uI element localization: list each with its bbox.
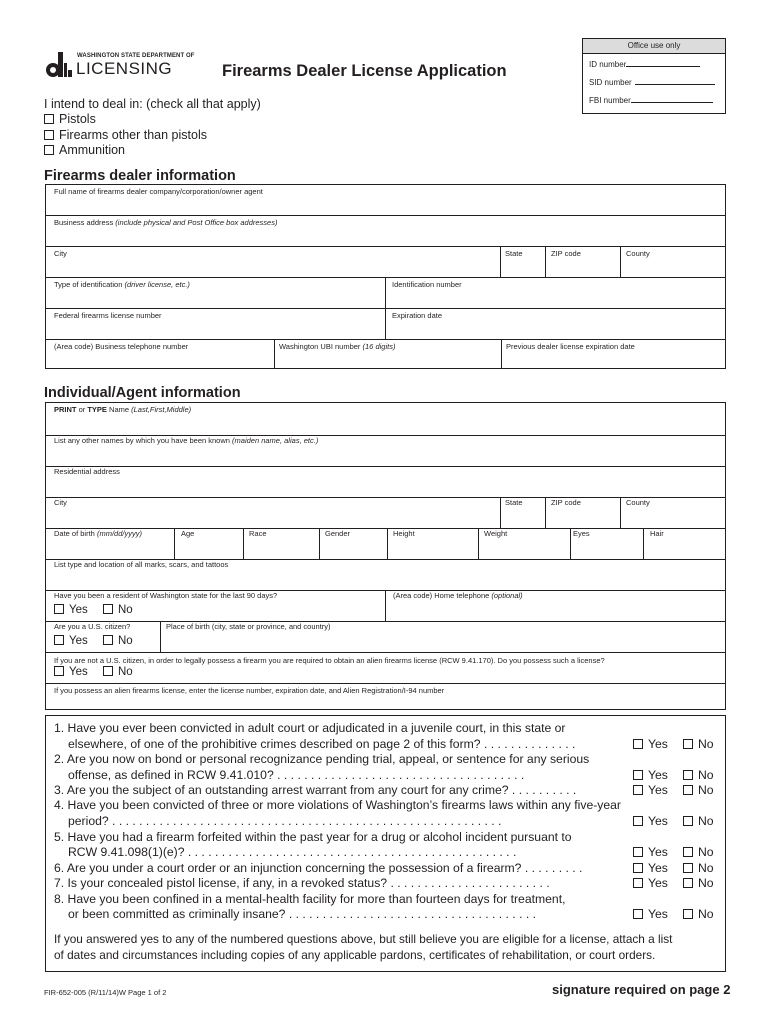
resident-question: Have you been a resident of Washington state for the last 90 days? [54, 591, 278, 600]
field-label: Washington UBI number [279, 342, 363, 351]
checkbox[interactable] [633, 863, 643, 873]
question-5-line-2: RCW 9.41.098(1)(e)? . . . . . . . . . . . . . . . . . . . . . . . . . . . . . . . . . . . . . . . . . . . . . . . . . [68, 845, 517, 859]
no-label: No [118, 604, 133, 616]
question-8-line-2: or been committed as criminally insane? . . . . . . . . . . . . . . . . . . . . . . . . . . . . . . . . . . . . . [68, 907, 537, 921]
intent-option-label: Ammunition [59, 143, 125, 157]
yes-label: Yes [648, 845, 668, 859]
no-label: No [698, 768, 714, 782]
dealer-business-address-field[interactable] [54, 218, 277, 227]
field-label: Type of identification [54, 280, 125, 289]
dealer-zip-field[interactable]: ZIP code [551, 249, 581, 258]
dealer-state-field[interactable]: State [505, 249, 523, 258]
eligibility-note-line-1: If you answered yes to any of the numbered questions above, but still believe you are eligible for a license, attach a list [54, 932, 673, 946]
individual-zip-field[interactable]: ZIP code [551, 498, 581, 507]
dealer-full-name-field[interactable]: Full name of firearms dealer company/corporation/owner agent [54, 187, 263, 196]
question-2-line-2: offense, as defined in RCW 9.41.010? . . . . . . . . . . . . . . . . . . . . . . . . . . . . . . . . . . . . . [68, 768, 525, 782]
checkbox[interactable] [54, 666, 64, 676]
birthplace-field[interactable]: Place of birth (city, state or province, and country) [166, 622, 331, 631]
checkbox[interactable] [683, 770, 693, 780]
q2-no[interactable] [683, 768, 714, 782]
dealer-city-field[interactable]: City [54, 249, 67, 258]
dealer-phone-field[interactable]: (Area code) Business telephone number [54, 342, 189, 351]
q1-no[interactable] [683, 737, 714, 751]
dealer-section-heading: Firearms dealer information [44, 168, 236, 184]
question-1-line-2: elsewhere, of one of the prohibitive crimes described on page 2 of this form? . . . . . . . . . . . . . . [68, 737, 576, 751]
intent-option-label: Firearms other than pistols [59, 128, 207, 142]
q3-no[interactable] [683, 783, 714, 797]
intent-option-other-firearms[interactable] [44, 128, 207, 142]
checkbox[interactable] [44, 145, 54, 155]
citizen-no[interactable] [103, 635, 133, 647]
no-label: No [698, 876, 714, 890]
citizen-yes[interactable] [54, 635, 88, 647]
office-fbi-row[interactable] [589, 96, 713, 105]
no-label: No [698, 783, 714, 797]
yes-label: Yes [69, 604, 88, 616]
checkbox[interactable] [54, 604, 64, 614]
q7-yes[interactable] [633, 876, 668, 890]
field-hint: (mm/dd/yyyy) [96, 529, 142, 538]
individual-weight-field[interactable]: Weight [484, 529, 508, 538]
individual-hair-field[interactable]: Hair [650, 529, 664, 538]
no-label: No [698, 845, 714, 859]
dealer-expiration-field[interactable]: Expiration date [392, 311, 443, 320]
q5-yes[interactable] [633, 845, 668, 859]
checkbox[interactable] [633, 770, 643, 780]
checkbox[interactable] [683, 878, 693, 888]
question-1-line-1: 1. Have you ever been convicted in adult court or adjudicated in a juvenile court, in this state or [54, 721, 566, 735]
checkbox[interactable] [683, 785, 693, 795]
home-phone-field[interactable] [393, 591, 523, 600]
field-label: Name [106, 405, 132, 414]
checkbox[interactable] [103, 604, 113, 614]
no-label: No [118, 666, 133, 678]
field-hint: (maiden name, alias, etc.) [232, 436, 319, 445]
individual-other-names-field[interactable] [54, 436, 318, 445]
checkbox[interactable] [683, 863, 693, 873]
alien-license-info-field[interactable]: If you possess an alien firearms license, enter the license number, expiration date, and Alien Registration/I-94 number [54, 686, 445, 695]
field-label: Date of birth [54, 529, 97, 538]
individual-state-field[interactable]: State [505, 498, 523, 507]
dealer-ubi-field[interactable] [279, 342, 395, 351]
q2-yes[interactable] [633, 768, 668, 782]
no-label: No [698, 861, 714, 875]
q4-no[interactable] [683, 814, 714, 828]
yes-label: Yes [648, 814, 668, 828]
checkbox[interactable] [103, 666, 113, 676]
q6-no[interactable] [683, 861, 714, 875]
q8-no[interactable] [683, 907, 714, 921]
yes-label: Yes [648, 737, 668, 751]
question-5-line-1: 5. Have you had a firearm forfeited within the past year for a drug or alcohol incident pursuant to [54, 830, 572, 844]
checkbox[interactable] [44, 114, 54, 124]
yes-label: Yes [648, 907, 668, 921]
alien-yes[interactable] [54, 666, 88, 678]
dol-logo [44, 50, 195, 82]
intent-option-label: Pistols [59, 112, 96, 126]
question-7: 7. Is your concealed pistol license, if any, in a revoked status? . . . . . . . . . . . . . . . . . . . . . . . . [54, 876, 550, 890]
individual-eyes-field[interactable]: Eyes [573, 529, 590, 538]
dealer-county-field[interactable]: County [626, 249, 650, 258]
alien-license-question: If you are not a U.S. citizen, in order to legally possess a firearm you are required to obtain an alien firearms license (RCW 9.41.170). Do you possess such a license? [54, 656, 605, 665]
field-hint: (include physical and Post Office box addresses) [115, 218, 278, 227]
page-title: Firearms Dealer License Application [222, 62, 507, 80]
yes-label: Yes [69, 635, 88, 647]
no-label: No [698, 907, 714, 921]
field-label: List any other names by which you have been known [54, 436, 233, 445]
checkbox[interactable] [633, 739, 643, 749]
q5-no[interactable] [683, 845, 714, 859]
yes-label: Yes [648, 861, 668, 875]
office-use-header [583, 39, 725, 54]
field-hint: (16 digits) [362, 342, 396, 351]
question-8-line-1: 8. Have you been confined in a mental-health facility for more than fourteen days for treatment, [54, 892, 566, 906]
individual-residential-field[interactable]: Residential address [54, 467, 120, 476]
office-use-title: Office use only [627, 41, 681, 50]
yes-label: Yes [648, 876, 668, 890]
individual-marks-field[interactable]: List type and location of all marks, scars, and tattoos [54, 560, 229, 569]
office-sid-row[interactable] [589, 78, 715, 87]
checkbox[interactable] [103, 635, 113, 645]
intent-option-pistols[interactable] [44, 112, 96, 126]
q8-yes[interactable] [633, 907, 668, 921]
field-hint: (driver license, etc.) [124, 280, 190, 289]
yes-label: Yes [648, 768, 668, 782]
logo-line2: LICENSING [76, 59, 173, 78]
citizen-question: Are you a U.S. citizen? [54, 622, 131, 631]
question-6: 6. Are you under a court order or an injunction concerning the possession of a firearm? . . . . . . . . . [54, 861, 583, 875]
checkbox[interactable] [54, 635, 64, 645]
form-id: FIR-652-005 (R/11/14)W Page 1 of 2 [44, 988, 167, 997]
yes-label: Yes [648, 783, 668, 797]
q4-yes[interactable] [633, 814, 668, 828]
office-id-label: ID number [589, 60, 627, 69]
dol-logo-mark-icon [44, 50, 74, 80]
field-label: PRINT [54, 405, 77, 414]
office-id-row[interactable] [589, 60, 700, 69]
dealer-federal-license-field[interactable]: Federal firearms license number [54, 311, 162, 320]
q1-yes[interactable] [633, 737, 668, 751]
individual-county-field[interactable]: County [626, 498, 650, 507]
checkbox[interactable] [633, 909, 643, 919]
signature-note: signature required on page 2 [552, 982, 731, 997]
question-4-line-1: 4. Have you been convicted of three or more violations of Washington’s firearms laws within any five-year [54, 798, 621, 812]
individual-gender-field[interactable]: Gender [325, 529, 351, 538]
checkbox[interactable] [683, 816, 693, 826]
intent-option-ammunition[interactable] [44, 143, 125, 157]
question-4-line-2: period? . . . . . . . . . . . . . . . . . . . . . . . . . . . . . . . . . . . . . . . . . . . . . . . . . . . . . . . . . . [68, 814, 502, 828]
q3-yes[interactable] [633, 783, 668, 797]
field-label: or [76, 405, 88, 414]
checkbox[interactable] [633, 816, 643, 826]
office-fbi-label: FBI number [589, 96, 631, 105]
individual-section-heading: Individual/Agent information [44, 385, 241, 401]
checkbox[interactable] [633, 878, 643, 888]
yes-label: Yes [69, 666, 88, 678]
question-3: 3. Are you the subject of an outstanding arrest warrant from any court for any crime? . . . . . . . . . . [54, 783, 577, 797]
checkbox[interactable] [683, 847, 693, 857]
checkbox[interactable] [683, 739, 693, 749]
no-label: No [698, 737, 714, 751]
field-hint: (Last,First,Middle) [131, 405, 192, 414]
office-use-box [582, 38, 726, 114]
field-label: (Area code) Home telephone [393, 591, 492, 600]
field-label: TYPE [87, 405, 107, 414]
individual-race-field[interactable]: Race [249, 529, 267, 538]
checkbox[interactable] [633, 785, 643, 795]
dealer-id-type-field[interactable] [54, 280, 190, 289]
no-label: No [118, 635, 133, 647]
question-2-line-1: 2. Are you now on bond or personal recognizance pending trial, appeal, or sentence for any serious [54, 752, 590, 766]
eligibility-note-line-2: of dates and circumstances including copies of any applicable pardons, certificates of rehabilitation, or court orders. [54, 948, 656, 962]
resident-yes[interactable] [54, 604, 88, 616]
individual-dob-field[interactable] [54, 529, 142, 538]
dealer-prev-expiration-field[interactable]: Previous dealer license expiration date [506, 342, 635, 351]
office-sid-label: SID number [589, 78, 632, 87]
q7-no[interactable] [683, 876, 714, 890]
individual-name-field[interactable] [54, 405, 191, 414]
individual-city-field[interactable]: City [54, 498, 67, 507]
checkbox[interactable] [633, 847, 643, 857]
individual-age-field[interactable]: Age [181, 529, 195, 538]
field-label: Business address [54, 218, 116, 227]
intent-prompt: I intend to deal in: (check all that apply) [44, 97, 261, 111]
resident-no[interactable] [103, 604, 133, 616]
individual-height-field[interactable]: Height [393, 529, 415, 538]
q6-yes[interactable] [633, 861, 668, 875]
alien-no[interactable] [103, 666, 133, 678]
checkbox[interactable] [44, 130, 54, 140]
checkbox[interactable] [683, 909, 693, 919]
dealer-id-number-field[interactable]: Identification number [392, 280, 462, 289]
logo-line1: WASHINGTON STATE DEPARTMENT OF [77, 53, 195, 59]
field-hint: (optional) [491, 591, 523, 600]
no-label: No [698, 814, 714, 828]
